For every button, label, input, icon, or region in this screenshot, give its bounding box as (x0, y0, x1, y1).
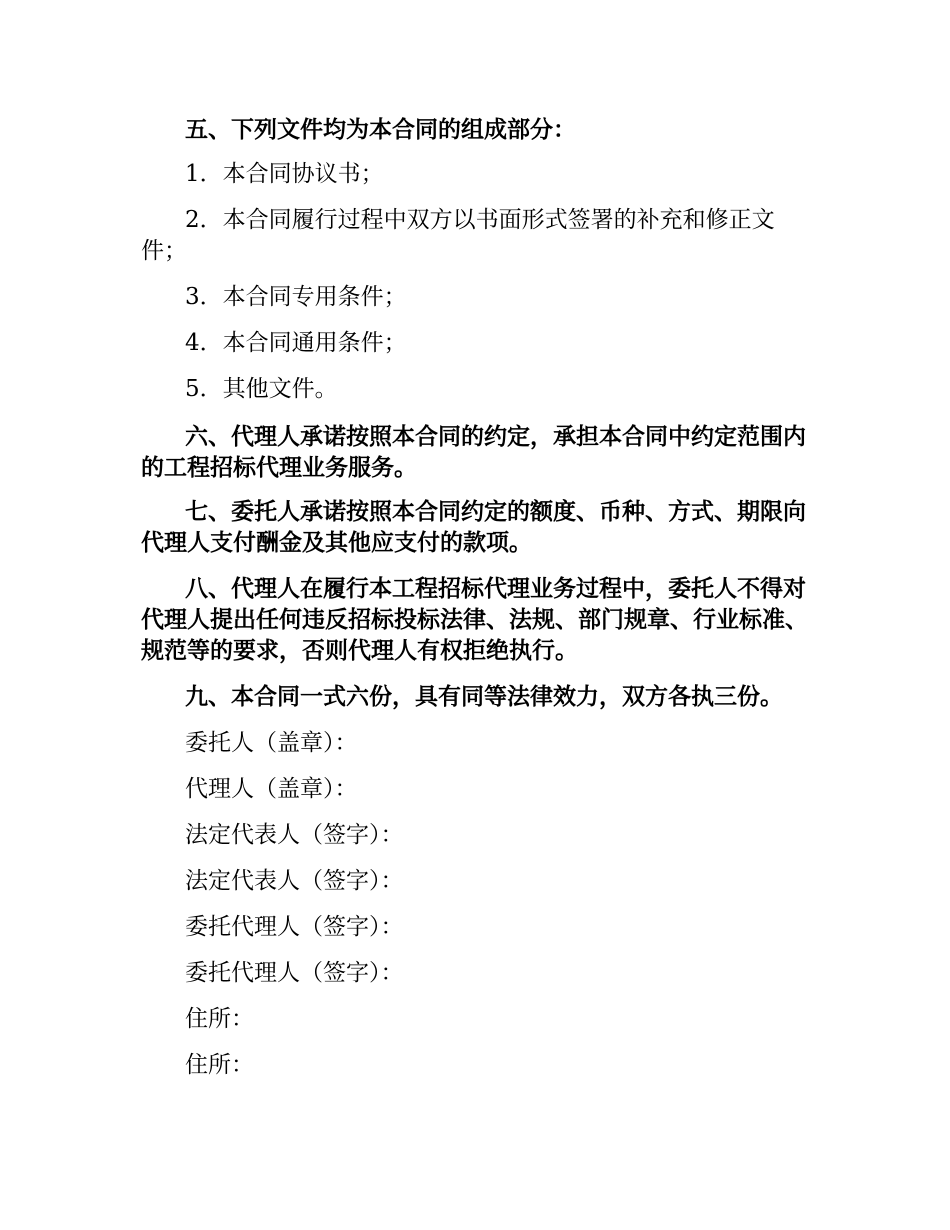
clause-7: 七、委托人承诺按照本合同约定的额度、币种、方式、期限向代理人支付酬金及其他应支付的款项。 (141, 498, 806, 556)
clause-5-item-2: 2．本合同履行过程中双方以书面形式签署的补充和修正文件； (141, 207, 775, 264)
signature-line-client-legal-rep: 法定代表人（签字）： (185, 822, 404, 848)
signature-line-client-address: 住所： (185, 1006, 254, 1032)
signature-line-client-seal: 委托人（盖章）： (185, 730, 358, 756)
signature-line-client-proxy: 委托代理人（签字）： (185, 914, 404, 940)
clause-5-item-4: 4．本合同通用条件； (185, 330, 407, 356)
clause-5-item-3: 3．本合同专用条件； (185, 284, 407, 310)
signature-line-agent-seal: 代理人（盖章）： (185, 776, 358, 802)
clause-9: 九、本合同一式六份，具有同等法律效力，双方各执三份。 (185, 683, 783, 710)
clause-8: 八、代理人在履行本工程招标代理业务过程中，委托人不得对代理人提出任何违反招标投标法律、法规、部门规章、行业标准、规范等的要求，否则代理人有权拒绝执行。 (141, 575, 808, 664)
clause-6: 六、代理人承诺按照本合同的约定，承担本合同中约定范围内的工程招标代理业务服务。 (141, 423, 806, 481)
clause-5-item-1: 1．本合同协议书； (185, 161, 384, 187)
clause-5-item-5: 5．其他文件。 (185, 376, 338, 402)
signature-line-agent-proxy: 委托代理人（签字）： (185, 960, 404, 986)
signature-line-agent-legal-rep: 法定代表人（签字）： (185, 868, 404, 894)
clause-5-heading: 五、下列文件均为本合同的组成部分： (185, 116, 576, 143)
signature-line-agent-address: 住所： (185, 1052, 254, 1078)
